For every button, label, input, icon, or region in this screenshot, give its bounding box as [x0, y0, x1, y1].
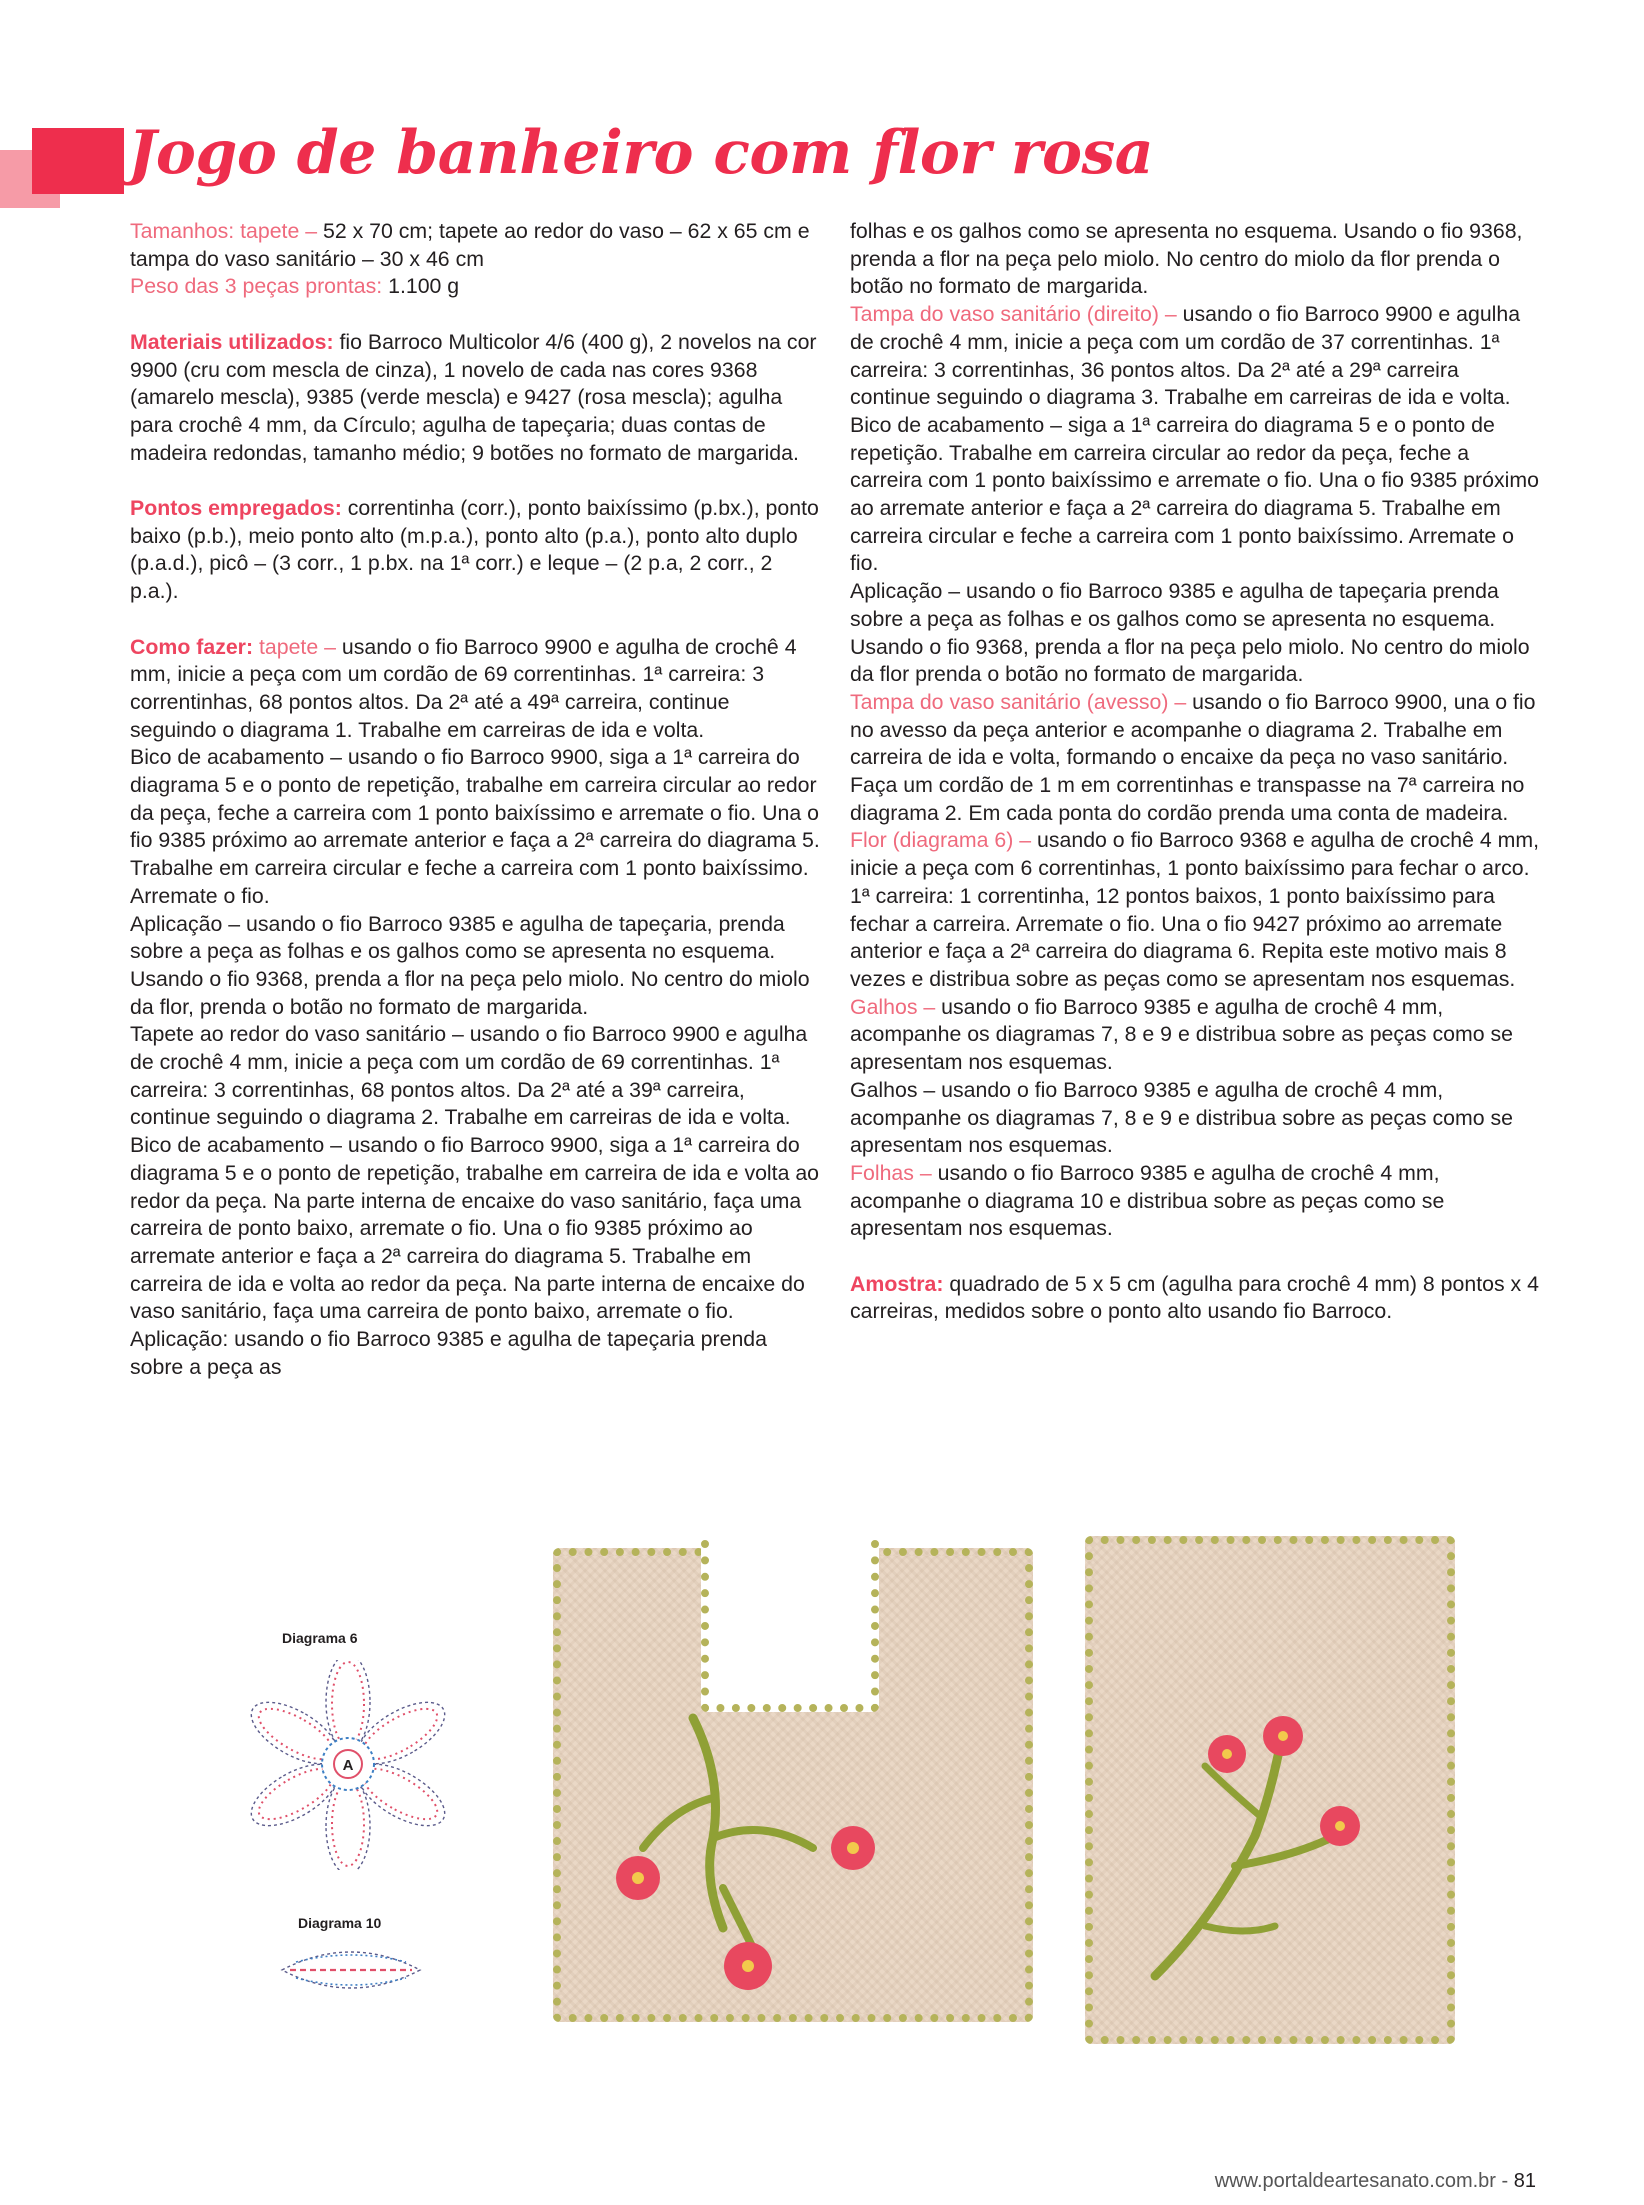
left-paragraph-10 — [130, 1021, 820, 1132]
right-paragraph-10-run-1: quadrado de 5 x 5 cm (agulha para crochê 4 mm) 8 pontos x 4 carreiras, medidos sobre o ponto alto usando fio Barroco. — [850, 1271, 1539, 1324]
left-paragraph-8 — [130, 744, 820, 910]
footer — [1215, 2170, 1536, 2193]
right-paragraph-7 — [850, 1077, 1540, 1160]
right-paragraph-1-run-0: Tampa do vaso sanitário (direito) – — [850, 302, 1183, 327]
left-paragraph-5 — [130, 495, 820, 606]
left-paragraph-9-run-0: Aplicação – usando o fio Barroco 9385 e agulha de tapeçaria, prenda sobre a peça as folhas e os galhos como se apresenta no esquema. Usando o fio 9368, prenda a flor na peça pelo miolo. No centro do miolo da flor, prenda o botão no formato de margarida. — [130, 911, 810, 1019]
right-paragraph-10-run-0: Amostra: — [850, 1271, 950, 1296]
diagram-6-center-label: A — [342, 1757, 354, 1774]
right-paragraph-4-run-0: Tampa do vaso sanitário (avesso) – — [850, 689, 1193, 714]
left-text-column — [130, 218, 820, 1381]
left-paragraph-9 — [130, 911, 820, 1022]
diagram-10-leaf-chart — [276, 1940, 426, 2000]
left-paragraph-3 — [130, 329, 820, 468]
right-paragraph-3-run-0: Aplicação – usando o fio Barroco 9385 e agulha de tapeçaria prenda sobre a peça as folhas e os galhos como se apresenta no esquema. Usando o fio 9368, prenda a flor na peça pelo miolo. No centro do miolo da flor prenda o botão no formato de margarida. — [850, 579, 1530, 687]
page-title: Jogo de banheiro com flor rosa — [128, 118, 1154, 188]
left-paragraph-3-run-1: fio Barroco Multicolor 4/6 (400 g), 2 novelos na cor 9900 (cru com mescla de cinza), 1 novelo de cada nas cores 9368 (amarelo mescla), 9385 (verde mescla) e 9427 (rosa mescla); agulha para crochê 4 mm, da Círculo; agulha de tapeçaria; duas contas de madeira redondas, tamanho médio; 9 botões no formato de margarida. — [130, 329, 817, 465]
right-paragraph-1-run-1: usando o fio Barroco 9900 e agulha de crochê 4 mm, inicie a peça com um cordão de 37 correntinhas. 1ª carreira: 3 correntinhas, 36 pontos altos. Da 2ª até a 29ª carreira continue seguindo o diagrama 3. Trabalhe em carreiras de ida e volta. — [850, 302, 1521, 410]
footer-url[interactable]: www.portaldeartesanato.com.br — [1214, 2170, 1496, 2192]
right-paragraph-7-run-0: Galhos – usando o fio Barroco 9385 e agulha de crochê 4 mm, acompanhe os diagramas 7, 8 e 9 e distribua sobre as peças como se apresentam nos esquemas. — [850, 1077, 1513, 1158]
photo-rectangular-rug — [1085, 1536, 1455, 2044]
rectangular-rug-flowers — [1085, 1536, 1455, 2044]
left-paragraph-1-run-0: Peso das 3 peças prontas: — [130, 274, 389, 299]
right-paragraph-5 — [850, 827, 1540, 993]
left-paragraph-7-run-1: tapete – — [258, 634, 342, 659]
right-paragraph-8 — [850, 1160, 1540, 1243]
left-paragraph-0 — [130, 218, 820, 273]
left-paragraph-11 — [130, 1132, 820, 1381]
right-paragraph-2 — [850, 412, 1540, 578]
paragraph-gap — [130, 301, 820, 329]
paragraph-gap — [130, 606, 820, 634]
diagram-10-label: Diagrama 10 — [298, 1915, 382, 1931]
photo-contour-rug — [553, 1548, 1033, 2022]
left-paragraph-5-run-0: Pontos empregados: — [130, 496, 348, 520]
left-paragraph-3-run-0: Materiais utilizados: — [130, 329, 340, 354]
left-paragraph-8-run-0: Bico de acabamento – usando o fio Barroco 9900, siga a 1ª carreira do diagrama 5 e o ponto de repetição, trabalhe em carreira circular ao redor da peça, feche a carreira com 1 ponto baixíssimo e arremate o fio. Una o fio 9385 próximo ao arremate anterior e faça a 2ª carreira do diagrama 5. Trabalhe em carreira circular e feche a carreira com 1 ponto baixíssimo. Arremate o fio. — [130, 745, 820, 908]
right-paragraph-3 — [850, 578, 1540, 689]
left-paragraph-7-run-2: usando o fio Barroco 9900 e agulha de crochê 4 mm, inicie a peça com um cordão de 69 correntinhas. 1ª carreira: 3 correntinhas, 68 pontos altos. Da 2ª até a 49ª carreira, continue seguindo o diagrama 1. Trabalhe em carreiras de ida e volta. — [130, 634, 797, 742]
right-text-column — [850, 218, 1540, 1326]
right-paragraph-0 — [850, 218, 1540, 301]
right-paragraph-5-run-1: usando o fio Barroco 9368 e agulha de crochê 4 mm, inicie a peça com 6 correntinhas, 1 ponto baixíssimo para fechar o arco. 1ª carreira: 1 correntinha, 12 pontos baixos, 1 ponto baixíssimo para fechar a carreira. Arremate o fio. Una o fio 9427 próximo ao arremate anterior e faça a 2ª carreira do diagrama 6. Repita este motivo mais 8 vezes e distribua sobre as peças como se apresentam nos esquemas. — [850, 828, 1539, 991]
left-paragraph-7-run-0: Como fazer: — [130, 634, 259, 659]
left-paragraph-7 — [130, 634, 820, 745]
diagram-6-label: Diagrama 6 — [282, 1630, 358, 1646]
right-paragraph-4 — [850, 689, 1540, 828]
right-paragraph-6-run-0: Galhos – — [850, 994, 942, 1019]
title-accent-block — [32, 128, 124, 194]
right-paragraph-1 — [850, 301, 1540, 412]
left-paragraph-5-run-1: correntinha (corr.), ponto baixíssimo (p.bx.), ponto baixo (p.b.), meio ponto alto (m.p.a.), ponto alto (p.a.), ponto alto duplo (p.a.d.), picô – (3 corr., 1 p.bx. na 1ª corr.) e leque – (2 p.a, 2 corr., 2 p.a.). — [130, 496, 819, 604]
right-paragraph-5-run-0: Flor (diagrama 6) – — [850, 828, 1038, 853]
diagram-6-flower-chart — [240, 1660, 470, 1870]
right-paragraph-2-run-0: Bico de acabamento – siga a 1ª carreira do diagrama 5 e o ponto de repetição. Trabalhe em carreira circular ao redor da peça, feche a carreira com 1 ponto baixíssimo e arremate o fio. Una o fio 9385 próximo ao arremate anterior e faça a 2ª carreira do diagrama 5. Trabalhe em carreira circular e feche a carreira com 1 ponto baixíssimo. Arremate o fio. — [850, 412, 1539, 576]
right-paragraph-10 — [850, 1271, 1540, 1326]
right-paragraph-6-run-1: usando o fio Barroco 9385 e agulha de crochê 4 mm, acompanhe os diagramas 7, 8 e 9 e distribua sobre as peças como se apresentam nos esquemas. — [850, 994, 1513, 1075]
paragraph-gap — [850, 1243, 1540, 1271]
contour-rug-flowers — [553, 1548, 1033, 2022]
left-paragraph-1 — [130, 273, 820, 301]
left-paragraph-0-run-0: Tamanhos: tapete – — [130, 219, 323, 243]
right-paragraph-8-run-1: usando o fio Barroco 9385 e agulha de crochê 4 mm, acompanhe o diagrama 10 e distribua sobre as peças como se apresentam nos esquemas. — [850, 1160, 1445, 1241]
paragraph-gap — [130, 467, 820, 495]
left-paragraph-1-run-1: 1.100 g — [388, 274, 460, 299]
right-paragraph-4-run-1: usando o fio Barroco 9900, una o fio no avesso da peça anterior e acompanhe o diagrama 2. Trabalhe em carreira de ida e volta, formando o encaixe da peça no vaso sanitário. Faça um cordão de 1 m em correntinhas e transpasse na 7ª carreira no diagrama 2. Em cada ponta do cordão prenda uma conta de madeira. — [850, 689, 1536, 825]
left-paragraph-11-run-0: Bico de acabamento – usando o fio Barroco 9900, siga a 1ª carreira do diagrama 5 e o ponto de repetição, trabalhe em carreira de ida e volta ao redor da peça. Na parte interna de encaixe do vaso sanitário, faça uma carreira de ponto baixo, arremate o fio. Una o fio 9385 próximo ao arremate anterior e faça a 2ª carreira do diagrama 5. Trabalhe em carreira de ida e volta ao redor da peça. Na parte interna de encaixe do vaso sanitário, faça uma carreira de ponto baixo, arremate o fio. Aplicação: usando o fio Barroco 9385 e agulha de tapeçaria prenda sobre a peça as — [130, 1133, 820, 1379]
page-number: 81 — [1513, 2170, 1536, 2192]
right-paragraph-0-run-0: folhas e os galhos como se apresenta no esquema. Usando o fio 9368, prenda a flor na peça pelo miolo. No centro do miolo da flor prenda o botão no formato de margarida. — [850, 219, 1523, 299]
left-paragraph-0-run-1: 52 x 70 cm; tapete ao redor do vaso – 62 x 65 cm e tampa do vaso sanitário – 30 x 46 cm — [130, 219, 810, 271]
right-paragraph-8-run-0: Folhas – — [850, 1160, 938, 1185]
left-paragraph-10-run-0: Tapete ao redor do vaso sanitário – usando o fio Barroco 9900 e agulha de crochê 4 mm, inicie a peça com um cordão de 69 correntinhas. 1ª carreira: 3 correntinhas, 68 pontos altos. Da 2ª até a 39ª carreira, continue seguindo o diagrama 2. Trabalhe em carreiras de ida e volta. — [130, 1022, 808, 1130]
footer-separator: - — [1495, 2170, 1514, 2192]
right-paragraph-6 — [850, 994, 1540, 1077]
